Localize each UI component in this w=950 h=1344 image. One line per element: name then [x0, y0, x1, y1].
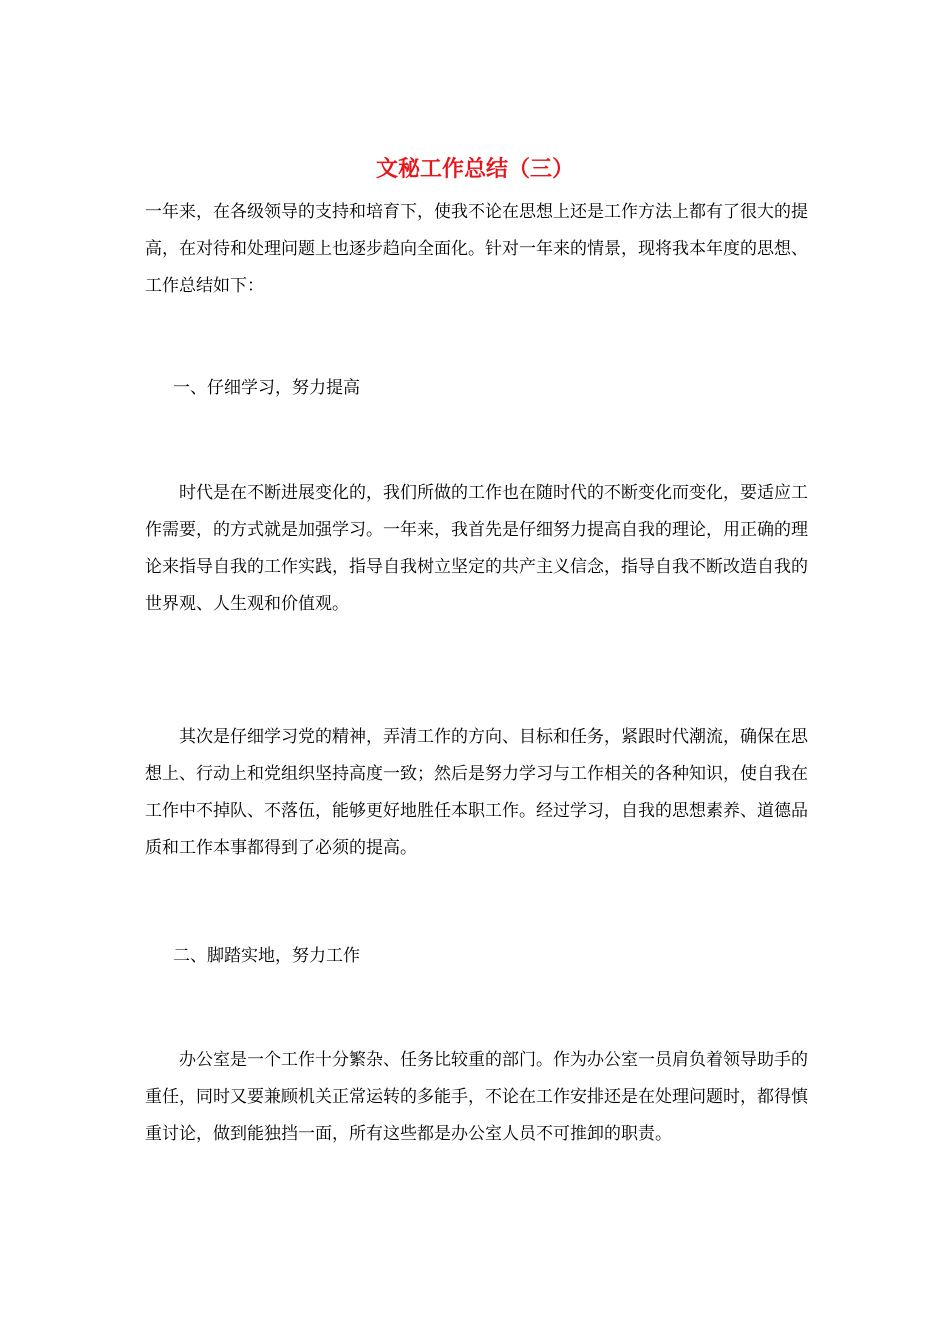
section2-paragraph-1: 办公室是一个工作十分繁杂、任务比较重的部门。作为办公室一员肩负着领导助手的重任，同时又要兼顾机关正常运转的多能手，不论在工作安排还是在处理问题时，都得慎重讨论，做到能独挡一面，所有这些都是办公室人员不可推卸的职责。	[145, 1050, 808, 1144]
section1-paragraph-1: 时代是在不断进展变化的，我们所做的工作也在随时代的不断变化而变化，要适应工作需要，的方式就是加强学习。一年来，我首先是仔细努力提高自我的理论，用正确的理论来指导自我的工作实践，指导自我树立坚定的共产主义信念，指导自我不断改造自我的世界观、人生观和价值观。	[145, 483, 808, 614]
document-title: 文秘工作总结（三）	[375, 156, 574, 182]
section-heading-1: 一、仔细学习，努力提高	[173, 378, 360, 398]
section1-paragraph-2: 其次是仔细学习党的精神，弄清工作的方向、目标和任务，紧跟时代潮流，确保在思想上、行动上和党组织坚持高度一致；然后是努力学习与工作相关的各种知识，使自我在工作中不掉队、不落伍，能够更好地胜任本职工作。经过学习，自我的思想素养、道德品质和工作本事都得到了必须的提高。	[145, 727, 808, 858]
intro-paragraph: 一年来，在各级领导的支持和培育下，使我不论在思想上还是工作方法上都有了很大的提高，在对待和处理问题上也逐步趋向全面化。针对一年来的情景，现将我本年度的思想、工作总结如下：	[145, 202, 808, 296]
section-heading-2: 二、脚踏实地，努力工作	[173, 946, 360, 966]
